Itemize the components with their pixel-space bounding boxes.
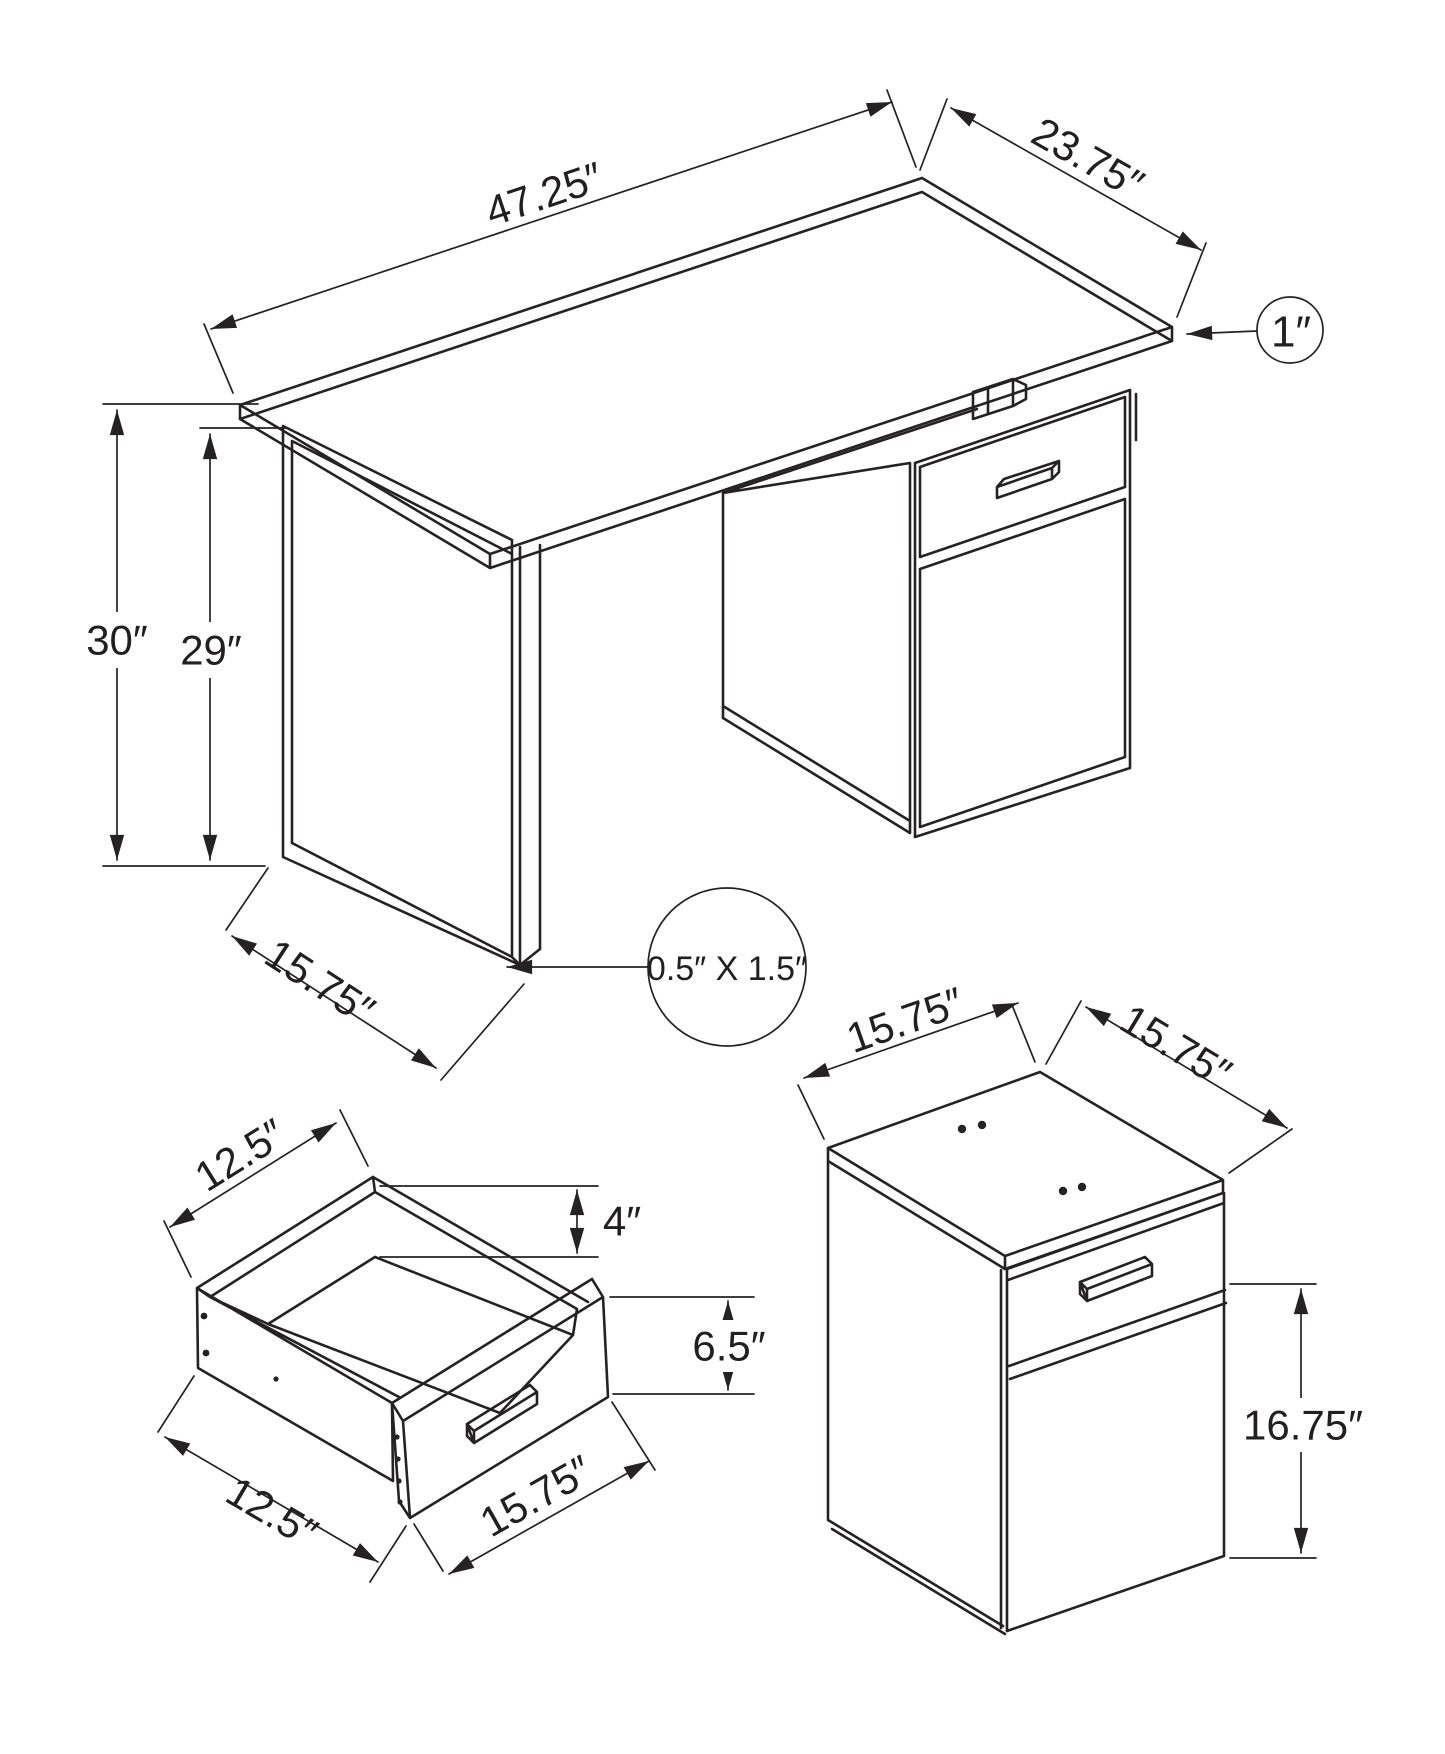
drawer-back-height-label: 4″ <box>602 1197 642 1245</box>
dim-desk-depth <box>920 99 1206 317</box>
drawer-front-height-label: 6.5″ <box>692 1322 766 1370</box>
dim-cabinet-width <box>1046 995 1292 1173</box>
dim-drawer-back-height <box>380 1186 641 1257</box>
dim-cabinet-depth <box>798 978 1035 1139</box>
dim-drawer-front-width <box>414 1402 655 1574</box>
height-clearance-label: 29″ <box>180 626 242 674</box>
dim-drawer-top-width <box>164 1109 368 1277</box>
desk-length-label: 47.25″ <box>479 152 609 236</box>
dim-cabinet-door-height <box>1230 1284 1368 1558</box>
dim-drawer-front-height <box>610 1297 766 1394</box>
cabinet-depth-label: 15.75″ <box>840 977 970 1063</box>
desk-top-outline <box>240 178 1172 568</box>
drawer-front-width-label: 15.75″ <box>472 1446 600 1546</box>
cabinet-view <box>798 978 1368 1634</box>
dim-desk-length <box>204 90 916 393</box>
drawer-bottom-width-label: 12.5″ <box>218 1467 326 1557</box>
height-total-label: 30″ <box>86 616 148 664</box>
drawer-top-width-label: 12.5″ <box>186 1109 294 1201</box>
leg-base-label: 15.75″ <box>256 929 384 1035</box>
cabinet-door-height-label: 16.75″ <box>1243 1401 1363 1449</box>
drawer-handle <box>467 1385 537 1443</box>
dim-drawer-bottom-width <box>158 1376 406 1582</box>
leg-profile-label: 0.5″ X 1.5″ <box>646 950 808 988</box>
cabinet-drawer-handle <box>1080 1257 1152 1301</box>
cabinet-screw-holes <box>958 1121 1086 1195</box>
desk-view <box>85 90 1323 1080</box>
top-thickness-label: 1″ <box>1270 307 1312 357</box>
pedestal-drawer-handle <box>997 461 1059 498</box>
drawer-box <box>197 1177 588 1481</box>
desk-depth-label: 23.75″ <box>1024 107 1152 209</box>
cabinet-body <box>828 1072 1226 1634</box>
callout-leg-profile <box>507 888 807 1046</box>
drawer-view <box>158 1109 766 1582</box>
cabinet-width-label: 15.75″ <box>1112 994 1240 1098</box>
callout-top-thickness <box>1187 297 1323 363</box>
dim-height-clearance <box>179 428 288 860</box>
